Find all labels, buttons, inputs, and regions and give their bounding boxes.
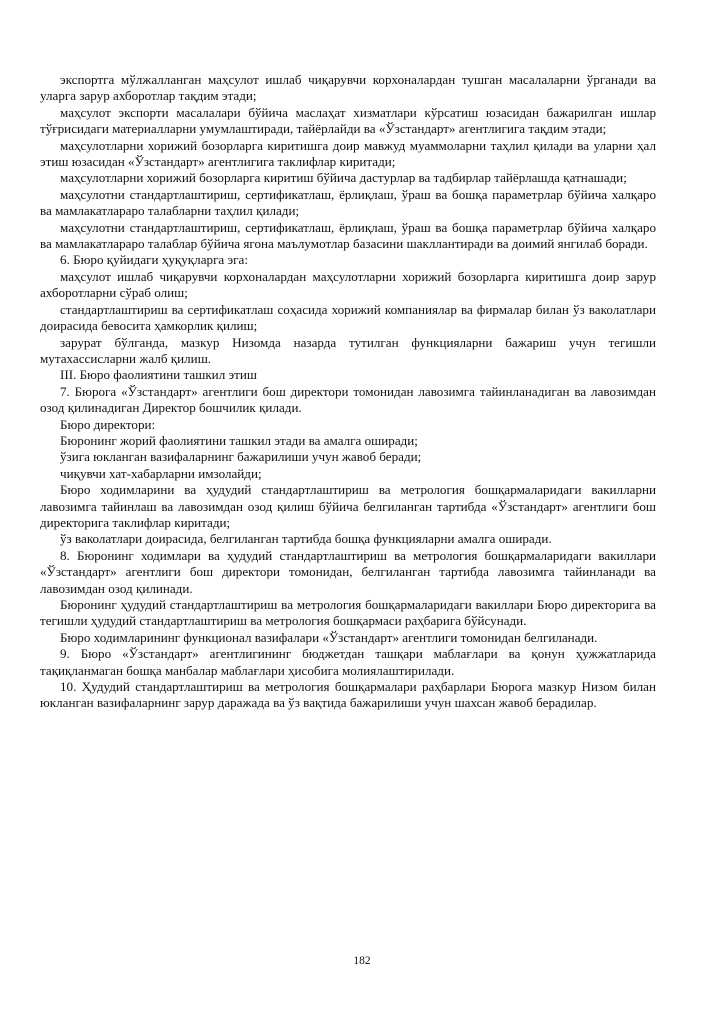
paragraph-requirements-database: маҳсулотни стандартлаштириш, сертификатлаш, ёрлиқлаш, ўраш ва бошқа параметрлар бўйича халқаро ва мамлакатлараро талаблар бўйича ягона маълумотлар базасини шакллантиради ва доимий янгилаб боради. [40,219,656,252]
section-3-heading: III. Бюро фаолиятини ташкил этиш [60,367,257,383]
paragraph-request-information: маҳсулот ишлаб чиқарувчи корхоналардан маҳсулотларни хорижий бозорларга киритишга доир зарур ахборотларни сўраб олиш; [40,268,656,301]
paragraph-foreign-cooperation: стандартлаштириш ва сертификатлаш соҳасида хорижий компаниялар ва фирмалар билан ўз ваколатлари доирасида бевосита ҳамкорлик қилиш; [40,301,656,334]
paragraph-market-problems-analysis: маҳсулотларни хорижий бозорларга киритишга доир мавжуд муаммоларни таҳлил қилади ва уларни ҳал этиш юзасидан «Ўзстандарт» агентлигига таклифлар киритади; [40,137,656,170]
director-duty-proposals: Бюро ходимларини ва ҳудудий стандартлаштириш ва метрология бошқармаларидаги вакилларни лавозимга тайинлаш ва лавозимдан озод қилиш бўйича белгиланган тартибда «Ўзстандарт» агентлиги бош директорига таклифлар киритади; [40,482,656,530]
director-duty-signs: чиқувчи хат-хабарларни имзолайди; [60,465,262,481]
director-duties-heading: Бюро директори: [60,416,156,432]
paragraph-requirements-analysis: маҳсулотни стандартлаштириш, сертификатлаш, ёрлиқлаш, ўраш ва бошқа параметрлар бўйича халқаро ва мамлакатлараро талабларни таҳлил қилади; [40,186,656,219]
director-duty-other-functions: ўз ваколатлари доирасида, белгиланган тартибда бошқа функцияларни амалга оширади. [60,531,552,547]
section-7-director: 7. Бюрога «Ўзстандарт» агентлиги бош директори томонидан лавозимга тайинланадиган ва лавозимдан озод қилинадиган Директор бошчилик қилади. [40,383,656,416]
page-body [40,72,656,712]
paragraph-consulting-materials: маҳсулот экспорти масалалари бўйича маслаҳат хизматлари кўрсатиш юзасидан бажарилган ишлар тўғрисидаги материалларни умумлаштиради, тайёрлайди ва «Ўзстандарт» агентлигига тақдим этади; [40,104,656,137]
paragraph-functional-duties: Бюро ходимларининг функционал вазифалари «Ўзстандарт» агентлиги томонидан белгиланади. [60,629,598,645]
section-10-responsibility: 10. Ҳудудий стандартлаштириш ва метрология бошқармалари раҳбарлари Бюрога мазкур Низом билан юкланган вазифаларнинг зарур даражада ва ўз вақтида бажарилиши учун шахсан жавоб берадилар. [40,679,656,711]
paragraph-regional-representatives: Бюронинг ҳудудий стандартлаштириш ва метрология бошқармаларидаги вакиллари Бюро директорига ва тегишли ҳудудий стандартлаштириш ва метрология бошқармаси раҳбарига бўйсунади. [40,597,656,629]
paragraph-export-products-issues: экспортга мўлжалланган маҳсулот ишлаб чиқарувчи корхоналардан тушган масалаларни ўрганади ва уларга зарур ахборотлар тақдим этади; [40,72,656,104]
director-duty-responsible: ўзига юкланган вазифаларнинг бажарилиши учун жавоб беради; [60,449,422,465]
page-number: 182 [353,955,371,967]
section-6-rights-heading: 6. Бюро қуйидаги ҳуқуқларга эга: [60,252,248,268]
section-9-financing: 9. Бюро «Ўзстандарт» агентлигининг бюджетдан ташқари маблағлари ва қонун ҳужжатларида тақиқланмаган бошқа манбалар маблағлари ҳисобига молиялаштирилади. [40,646,656,678]
section-8-staff-appointment: 8. Бюронинг ходимлари ва ҳудудий стандартлаштириш ва метрология бошқармаларидаги вакиллари «Ўзстандарт» агентлиги бош директори томонидан, белгиланган тартибда лавозимга тайинланади ва лавозимдан озод қилинади. [40,547,656,596]
paragraph-engage-specialists: зарурат бўлганда, мазкур Низомда назарда тутилган функцияларни бажариш учун тегишли мутахассисларни жалб қилиш. [40,334,656,366]
paragraph-programs-participation: маҳсулотларни хорижий бозорларга киритиш бўйича дастурлар ва тадбирлар тайёрлашда қатнашади; [60,170,627,186]
director-duty-organizes: Бюронинг жорий фаолиятини ташкил этади ва амалга оширади; [60,432,418,448]
